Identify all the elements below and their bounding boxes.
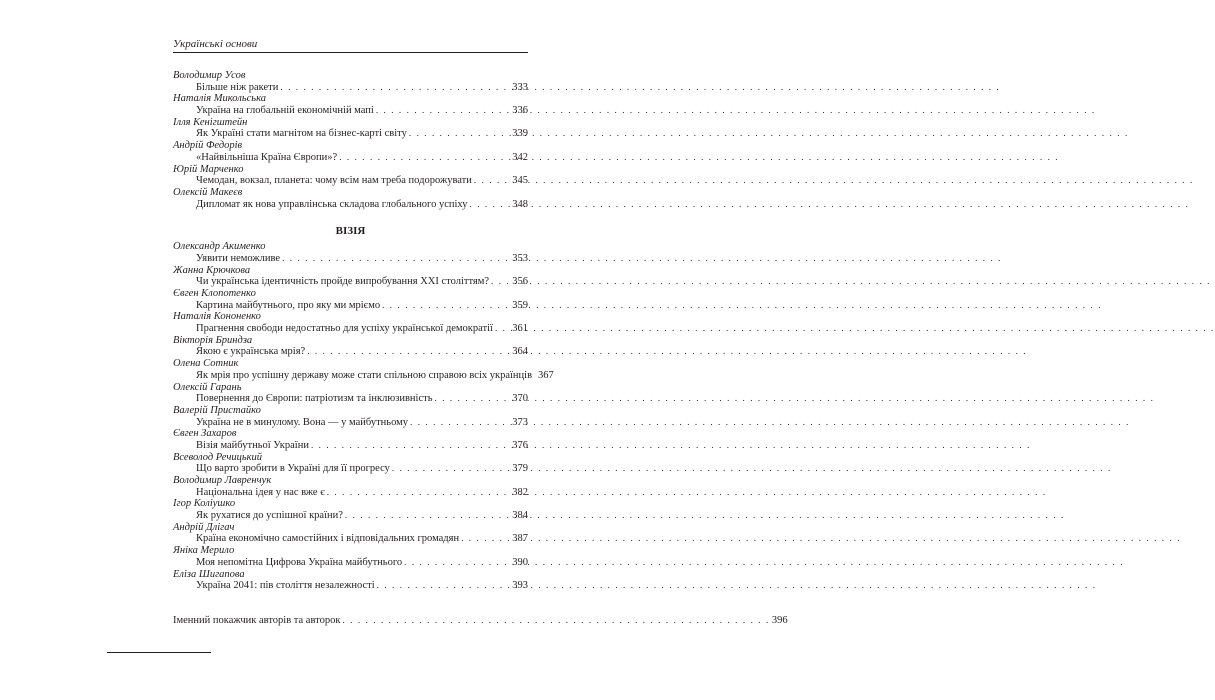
leader-dots [345,510,510,522]
leader-dots [382,300,510,312]
leader-dots [377,580,511,592]
toc-entry-page: 345 [512,175,528,187]
leader-dots [470,199,511,211]
toc-entry-title: Чи українська ідентичність пройде випробування XXI століттям? [196,276,490,288]
toc-entry-page: 370 [512,393,528,405]
toc-entry-page: 361 [512,323,528,335]
toc-entry-page: 373 [512,416,528,428]
leader-dots [461,533,510,545]
leader-dots [282,253,510,265]
toc-group-1 [173,70,528,210]
toc-entry-page: 339 [512,128,528,140]
toc-entry[interactable] [196,82,528,94]
toc-entry[interactable] [196,152,528,164]
index-entry-page: 396 [771,614,788,626]
toc-entry-title: Моя непомітна Цифрова Україна майбутнього [196,556,403,568]
toc-entry[interactable] [196,393,528,405]
toc-entry-title: Україна не в минулому. Вона — у майбутньому [196,416,409,428]
toc-entry-page: 387 [512,533,528,545]
toc-entry[interactable] [196,199,528,211]
toc-author: Ілля Кенігштейн [173,116,248,128]
toc-entry[interactable] [196,323,528,335]
toc-author: Жанна Крючкова [173,264,251,276]
toc-entry-page: 356 [512,276,528,288]
leader-dots [392,463,510,475]
toc-entry-title: Країна економічно самостійних і відповідальних громадян [196,533,460,545]
toc-entry-title: Україна на глобальній економічній мапі [196,105,374,117]
toc-author: Андрій Федорів [173,140,243,152]
toc-entry-page: 393 [512,580,528,592]
toc-entry[interactable] [196,440,528,452]
toc-author: Ігор Коліушко [173,498,236,510]
toc-entry[interactable] [196,369,554,382]
footnote-rule [107,652,211,653]
toc-entry-title: Як Україні стати магнітом на бізнес-карті світу [196,128,407,140]
toc-author: Вікторія Бриндза [173,334,253,346]
toc-entry-title: Що варто зробити в Україні для її прогресу [196,463,390,475]
toc-entry[interactable] [196,487,528,499]
toc-author: Володимир Лавренчук [173,475,272,486]
toc-entry-title: Прагнення свободи недостатньо для успіху української демократії [196,323,493,335]
toc-entry-title: Більше ніж ракети [196,81,279,93]
leader-dots [327,487,511,499]
toc-entry-title: Україна 2041: пів століття незалежності [196,580,375,592]
toc-entry-page: 359 [512,299,528,311]
toc-entry-page: 364 [512,346,528,358]
toc-entry-title: «Найвільніша Країна Європи»? [196,151,338,163]
toc-author: Валерій Пристайко [173,404,261,416]
section-heading: ВІЗІЯ [335,225,366,238]
toc-entry-title: Як мрія про успішну державу може стати спільною справою всіх українців [196,369,533,381]
toc-entry-page: 382 [512,486,528,498]
leader-dots [409,128,510,140]
toc-entry[interactable] [196,533,528,545]
leader-dots [339,152,510,164]
leader-dots [376,105,510,117]
toc-entry[interactable] [196,105,528,117]
leader-dots [404,557,510,569]
leader-dots [307,346,510,358]
toc-entry-page: 367 [538,369,554,381]
toc-entry-page: 333 [512,81,528,93]
toc-entry[interactable] [196,557,528,569]
toc-entry-title: Якою є українська мрія? [196,346,306,358]
toc-author: Олексій Макеєв [173,186,243,198]
toc-author: Наталія Кононенко [173,311,261,323]
leader-dots [311,440,510,452]
toc-author: Наталія Микольська [173,93,266,105]
index-entry[interactable] [173,614,788,627]
leader-dots [435,393,511,405]
toc-entry[interactable] [196,300,528,312]
toc-author: Євген Клопотенко [173,288,256,299]
toc-entry-page: 379 [512,463,528,475]
toc-entry-title: Як рухатися до успішної країни? [196,510,343,522]
toc-entry-page: 353 [512,252,528,264]
leader-dots [280,82,510,94]
toc-entry[interactable] [196,175,528,187]
toc-group-vision [173,241,554,592]
toc-entry-page: 376 [512,439,528,451]
toc-entry-page: 342 [512,151,528,163]
toc-entry-page: 336 [512,105,528,117]
index-entry-title: Іменний покажчик авторів та авторок [173,614,341,626]
toc-entry[interactable] [196,128,528,140]
leader-dots [410,417,510,429]
toc-author: Еліза Шигапова [173,568,245,580]
toc-entry-page: 390 [512,556,528,568]
toc-entry-title: Дипломат як нова управлінська складова глобального успіху [196,198,468,210]
table-of-contents [173,70,788,627]
toc-entry[interactable] [196,346,528,358]
toc-author: Андрій Длігач [173,521,235,533]
toc-entry-title: Уявити неможливе [196,252,281,264]
toc-entry[interactable] [196,253,528,265]
leader-dots [474,175,510,187]
toc-entry-title: Чемодан, вокзал, планета: чому всім нам треба подорожувати [196,175,472,187]
toc-author: Володимир Усов [173,70,246,81]
leader-dots [495,323,510,335]
leader-dots [491,276,510,288]
toc-entry[interactable] [196,417,528,429]
toc-author: Олександр Акименко [173,241,266,253]
leader-dots [342,615,769,627]
header-rule [173,52,528,53]
toc-entry-page: 348 [512,198,528,210]
toc-entry-page: 384 [512,510,528,522]
toc-author: Олена Сотник [173,358,239,370]
toc-author: Олексій Гарань [173,381,242,393]
running-head: Українські основи [173,38,258,50]
toc-entry-title: Повернення до Європи: патріотизм та інклюзивність [196,393,433,405]
toc-author: Всеволод Речицький [173,451,263,463]
toc-author: Юрій Марченко [173,163,244,175]
toc-entry[interactable] [196,276,528,288]
toc-entry[interactable] [196,580,528,592]
toc-author: Євген Захаров [173,428,237,440]
toc-entry-title: Картина майбутнього, про яку ми мріємо [196,299,381,311]
toc-entry[interactable] [196,463,528,475]
toc-entry[interactable] [196,510,528,522]
toc-entry-title: Національна ідея у нас вже є [196,486,325,498]
toc-author: Яніка Мерило [173,545,235,557]
toc-entry-title: Візія майбутньої України [196,439,309,451]
